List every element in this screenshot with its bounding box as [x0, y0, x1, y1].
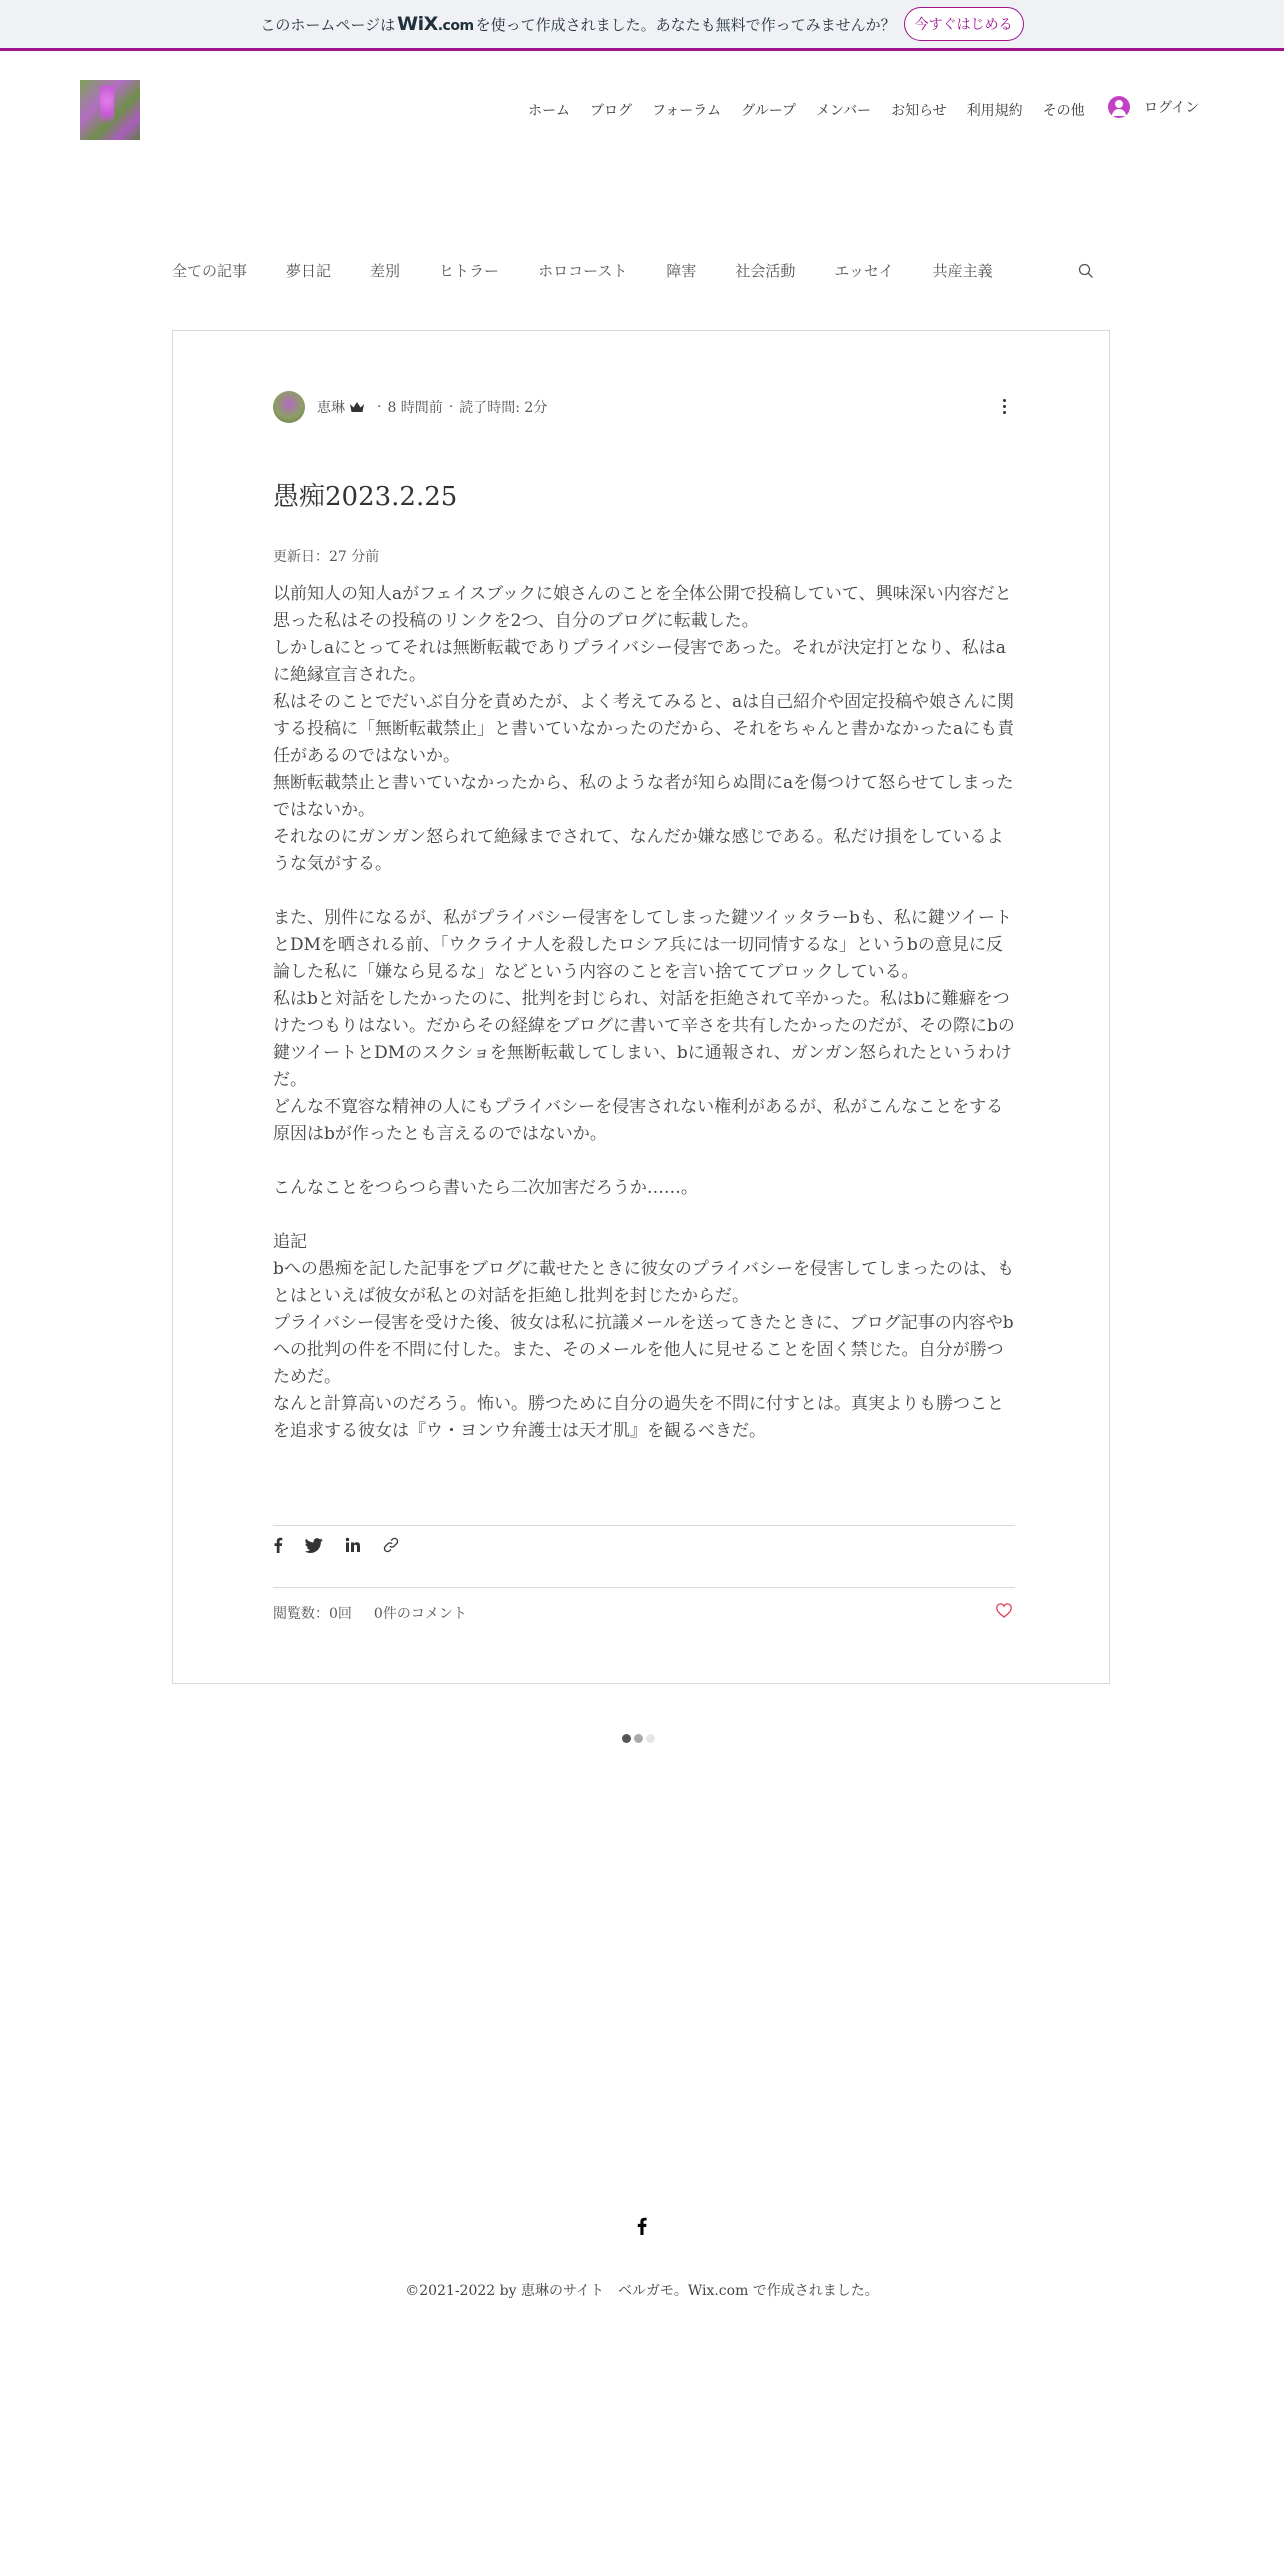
- post-body: [273, 581, 1015, 1445]
- view-count: 閲覧数：0回: [273, 1606, 352, 1622]
- post-paragraph: 私はそのことでだいぶ自分を責めたが、よく考えてみると、aは自己紹介や固定投稿や娘さんに関する投稿に「無断転載禁止」と書いていなかったのだから、それをちゃんと書かなかったaにも責任があるのではないか。: [273, 692, 1015, 766]
- pagination-dots: [622, 1734, 658, 1743]
- main-nav: [528, 100, 1105, 120]
- divider: [273, 1587, 1015, 1588]
- share-bar: [273, 1537, 421, 1553]
- divider: [273, 1525, 1015, 1526]
- nav-item-members[interactable]: メンバー: [816, 103, 872, 119]
- category-holocaust[interactable]: ホロコースト: [538, 262, 628, 280]
- pagination-dot[interactable]: [634, 1734, 643, 1743]
- post-paragraph: 以前知人の知人aがフェイスブックに娘さんのことを全体公開で投稿していて、興味深い内容だと思った私はその投稿のリンクを2つ、自分のブログに転載した。: [273, 584, 1012, 631]
- meta-separator: ·: [448, 399, 454, 415]
- category-essay[interactable]: エッセイ: [834, 262, 894, 280]
- nav-item-news[interactable]: お知らせ: [891, 103, 947, 119]
- banner-text-before: このホームページは: [260, 15, 396, 34]
- user-avatar-icon: [1108, 96, 1130, 118]
- post-paragraph: 私はbと対話をしたかったのに、批判を封じられ、対話を拒絶されて辛かった。私はbに難癖をつけたつもりはない。だからその経緯をブログに書いて辛さを共有したかったのだが、その際にbの鍵ツイートとDMのスクショを無断転載してしまい、bに通報され、ガンガン怒られたというわけだ。: [273, 989, 1015, 1090]
- start-now-button[interactable]: 今すぐはじめる: [904, 7, 1024, 41]
- category-hitler[interactable]: ヒトラー: [439, 262, 500, 280]
- nav-item-blog[interactable]: ブログ: [590, 103, 632, 119]
- post-time: 8 時間前: [387, 400, 443, 416]
- twitter-share-icon[interactable]: [305, 1538, 323, 1553]
- meta-separator: ·: [377, 399, 382, 415]
- comment-count[interactable]: 0件のコメント: [373, 1606, 467, 1622]
- wix-banner: [0, 0, 1284, 51]
- post-paragraph: プライバシー侵害を受けた後、彼女は私に抗議メールを送ってきたときに、ブログ記事の内容やbへの批判の件を不問に付した。また、そのメールを他人に見せることを固く禁じた。自分が勝つためだ。: [273, 1313, 1014, 1387]
- nav-item-home[interactable]: ホーム: [528, 103, 570, 119]
- blank-line: [273, 878, 1015, 905]
- post-paragraph: 無断転載禁止と書いていなかったから、私のような者が知らぬ間にaを傷つけて怒らせてしまったではないか。: [273, 773, 1014, 820]
- crown-icon: [349, 401, 365, 413]
- blank-line: [273, 1202, 1015, 1229]
- copy-link-icon[interactable]: [383, 1537, 399, 1553]
- post-meta: [273, 391, 547, 423]
- post-paragraph: bへの愚痴を記した記事をブログに載せたときに彼女のプライバシーを侵害してしまったのは、もとはといえば彼女が私との対話を拒絶し批判を封じたからだ。: [273, 1259, 1015, 1306]
- facebook-icon[interactable]: [637, 2217, 647, 2235]
- footer-copyright: ©2021-2022 by 恵琳のサイト ベルガモ。Wix.com で作成されました。: [405, 2283, 879, 2299]
- nav-item-forum[interactable]: フォーラム: [652, 103, 722, 119]
- post-paragraph: それなのにガンガン怒られて絶縁までされて、なんだか嫌な感じである。私だけ損をしているような気がする。: [273, 827, 1004, 874]
- author-name[interactable]: 恵琳: [317, 400, 345, 416]
- category-disability[interactable]: 障害: [666, 262, 697, 280]
- login-label: ログイン: [1144, 100, 1200, 116]
- category-communism[interactable]: 共産主義: [932, 262, 993, 280]
- post-paragraph: どんな不寛容な精神の人にもプライバシーを侵害されない権利があるが、私がこんなことをする原因はbが作ったとも言えるのではないか。: [273, 1097, 1004, 1144]
- nav-item-groups[interactable]: グループ: [741, 103, 797, 119]
- nav-item-more[interactable]: その他: [1042, 103, 1085, 119]
- post-paragraph: また、別件になるが、私がプライバシー侵害をしてしまった鍵ツイッタラーbも、私に鍵ツイートとDMを晒される前、「ウクライナ人を殺したロシア兵には一切同情するな」というbの意見に反論した私に「嫌なら見るな」などという内容のことを言い捨ててブロックしている。: [273, 908, 1012, 982]
- post-card: [172, 330, 1110, 1684]
- search-icon[interactable]: [1078, 263, 1094, 279]
- pagination-dot[interactable]: [646, 1734, 655, 1743]
- nav-item-terms[interactable]: 利用規約: [966, 103, 1023, 119]
- post-paragraph: こんなことをつらつら書いたら二次加害だろうか……。: [273, 1178, 698, 1198]
- like-heart-icon[interactable]: [996, 1603, 1012, 1618]
- category-dream-diary[interactable]: 夢日記: [286, 262, 332, 280]
- author-avatar[interactable]: [273, 391, 305, 423]
- more-actions-icon[interactable]: [1003, 399, 1007, 415]
- updated-date: 更新日：27 分前: [273, 549, 380, 565]
- category-menu: [172, 260, 1032, 281]
- post-paragraph: なんと計算高いのだろう。怖い。勝つために自分の過失を不問に付すとは。真実よりも勝つことを追求する彼女は『ウ・ヨンウ弁護士は天才肌』を観るべきだ。: [273, 1394, 1004, 1441]
- facebook-share-icon[interactable]: [273, 1537, 283, 1553]
- wix-logo[interactable]: WiX.com: [397, 13, 474, 35]
- blank-line: [273, 1148, 1015, 1175]
- linkedin-share-icon[interactable]: [345, 1537, 361, 1553]
- post-stats: [273, 1603, 489, 1623]
- postscript-heading: 追記: [273, 1232, 307, 1252]
- read-time: 読了時間: 2分: [459, 400, 548, 416]
- category-discrimination[interactable]: 差別: [370, 262, 401, 280]
- pagination-dot-active[interactable]: [622, 1734, 631, 1743]
- banner-text-after: を使って作成されました。あなたも無料で作ってみませんか？: [475, 15, 896, 34]
- category-all[interactable]: 全ての記事: [172, 262, 248, 280]
- site-logo[interactable]: [80, 80, 140, 140]
- login-button[interactable]: [1108, 96, 1199, 118]
- category-social-activity[interactable]: 社会活動: [735, 262, 796, 280]
- post-paragraph: しかしaにとってそれは無断転載でありプライバシー侵害であった。それが決定打となり、私はaに絶縁宣言された。: [273, 638, 1006, 685]
- post-title: 愚痴2023.2.25: [273, 482, 458, 512]
